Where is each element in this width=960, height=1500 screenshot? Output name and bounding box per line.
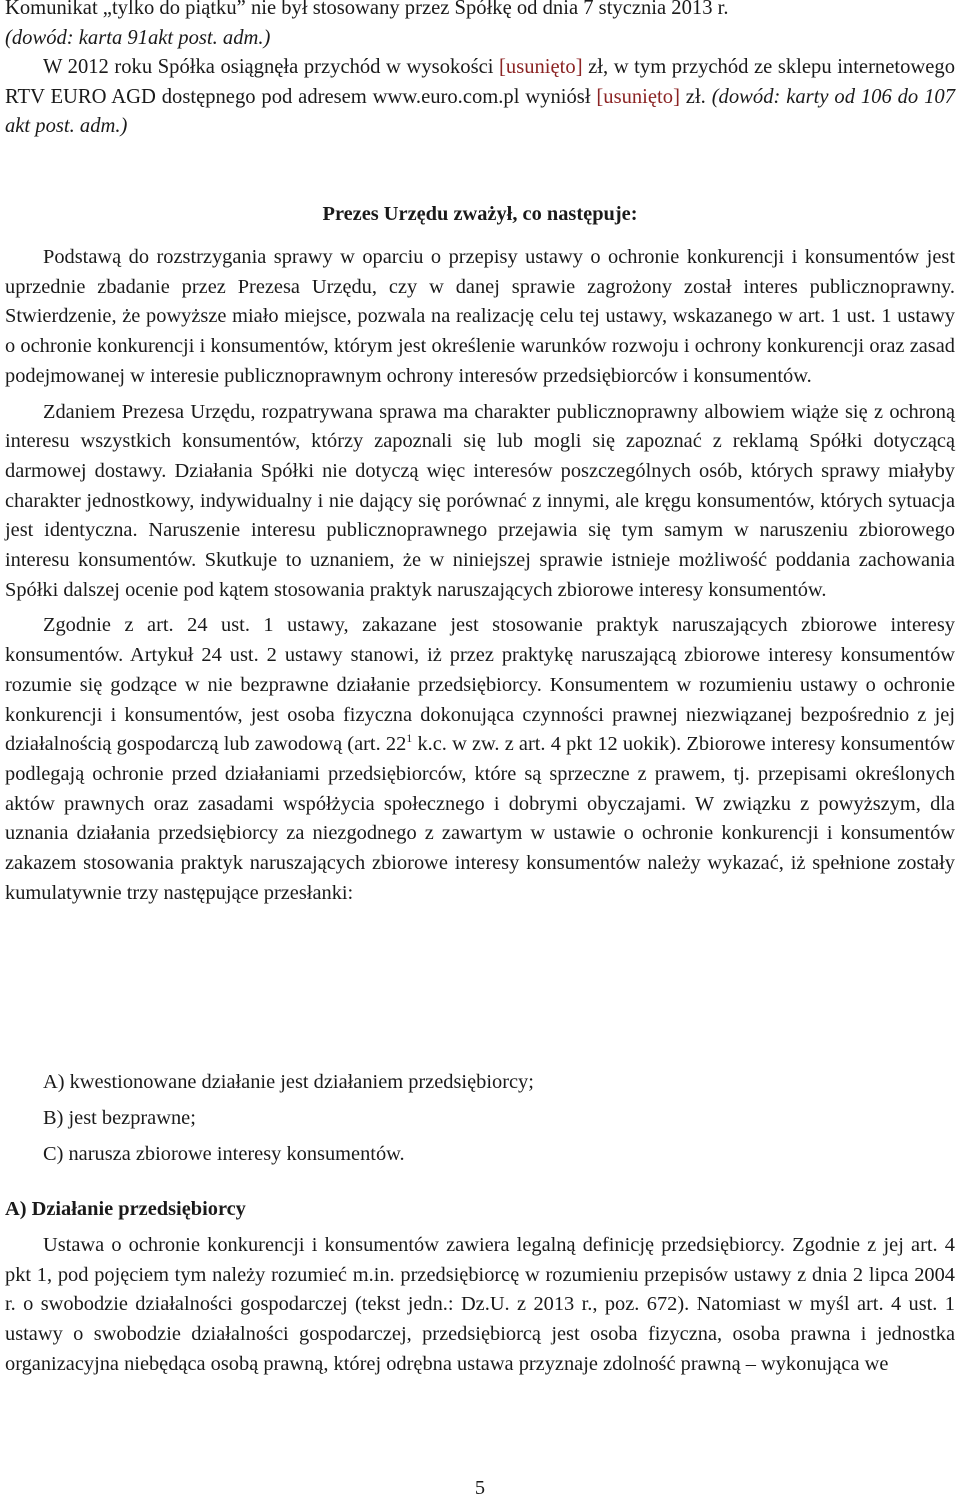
list-item: C) narusza zbiorowe interesy konsumentów. xyxy=(43,1143,405,1165)
paragraph-4: Ustawa o ochronie konkurencji i konsumentów zawiera legalną definicję przedsiębiorcy. Zgodnie z jej art. 4 pkt 1, pod pojęciem tym należy rozumieć m.in. przedsiębiorcę w rozumieniu przepisów ustawy z dnia 2 lipca 2004 r. o swobodzie działalności gospodarczej (tekst jedn.: Dz.U. z 2013 r., poz. 672). Natomiast w myśl art. 4 ust. 1 ustawy o swobodzie działalności gospodarczej, przedsiębiorcą jest osoba fizyczna, osoba prawna i jednostka organizacyjna niebędąca osobą prawną, której odrębna ustawa przyznaje zdolność prawną – wykonująca we xyxy=(5,1234,955,1375)
premises-list xyxy=(5,1068,955,1169)
page-number: 5 xyxy=(474,1477,486,1499)
redacted-amount: [usunięto] xyxy=(499,56,583,78)
paragraph-2: Zdaniem Prezesa Urzędu, rozpatrywana sprawa ma charakter publicznoprawny albowiem wiąże się z ochroną interesu wszystkich konsumentów, którzy zapoznali się lub mogli się zapoznać z reklamą Spółki dotyczącą darmowej dostawy. Działania Spółki nie dotyczą więc interesów poszczególnych osób, których sprawy miałyby charakter jednostkowy, indywidualny i nie dający się porównać z innymi, ale kręgu konsumentów, których sytuacja jest identyczna. Naruszenie interesu publicznoprawnego przejawia się tym samym w naruszeniu zbiorowego interesu konsumentów. Skutkuje to uznaniem, że w niniejszej sprawie istnieje możliwość poddania zachowania Spółki dalszej ocenie pod kątem stosowania praktyk naruszających zbiorowe interesy konsumentów. xyxy=(5,400,955,601)
section-heading: Prezes Urzędu zważył, co następuje: xyxy=(322,203,638,225)
list-item: B) jest bezprawne; xyxy=(43,1107,196,1129)
revenue-paragraph: W 2012 roku Spółka osiągnęła przychód w wysokości [usunięto] zł, w tym przychód ze sklepu internetowego RTV EURO AGD dostępnego pod adresem www.euro.com.pl wyniósł [usunięto] zł. (dowód: karty od 106 do 107 akt post. adm.) xyxy=(5,56,955,137)
evidence-note-1: (dowód: karta 91akt post. adm.) xyxy=(5,26,271,49)
document-page xyxy=(5,0,955,1500)
paragraph-3: Zgodnie z art. 24 ust. 1 ustawy, zakazane jest stosowanie praktyk naruszających zbiorowe interesy konsumentów. Artykuł 24 ust. 2 ustawy stanowi, iż przez praktykę naruszającą zbiorowe interesy konsumentów rozumie się godzące w nie bezprawne działanie przedsiębiorcy. Konsumentem w rozumieniu ustawy o ochronie konkurencji i konsumentów, jest osoba fizyczna dokonująca czynności prawnej niezwiązanej bezpośrednio z jej działalnością gospodarczą lub zawodową (art. $22^1$ k.c. w zw. z art. 4 pkt 12 uokik). Zbiorowe interesy konsumentów podlegają ochronie przed działaniami przedsiębiorców, które są sprzeczne z prawem, tj. przepisami określonych aktów prawnych oraz zasadami współżycia społecznego i dobrymi obyczajami. W związku z powyższym, dla uznania działania przedsiębiorcy za niezgodnego z zawartym w ustawie o ochronie konkurencji i konsumentów zakazem stosowania praktyk naruszających zbiorowe interesy konsumentów należy wykazać, iż spełnione zostały kumulatywnie trzy następujące przesłanki: xyxy=(5,614,955,904)
subsection-heading: A) Działanie przedsiębiorcy xyxy=(5,1198,246,1220)
intro-line-1: Komunikat „tylko do piątku” nie był stosowany przez Spółkę od dnia 7 stycznia 2013 r. xyxy=(5,0,729,19)
redacted-amount: [usunięto] xyxy=(596,85,680,108)
evidence-note-2: (dowód: karty od 106 do 107 akt post. adm.) xyxy=(5,85,955,137)
list-item: A) kwestionowane działanie jest działaniem przedsiębiorcy; xyxy=(43,1071,534,1093)
paragraph-1: Podstawą do rozstrzygania sprawy w oparciu o przepisy ustawy o ochronie konkurencji i konsumentów jest uprzednie zbadanie przez Prezesa Urzędu, czy w danej sprawie zagrożony został interes publicznoprawny. Stwierdzenie, że powyższe miało miejsce, pozwala na realizację celu tej ustawy, wskazanego w art. 1 ust. 1 ustawy o ochronie konkurencji i konsumentów, którym jest określenie warunków rozwoju i ochrony konkurencji oraz zasad podejmowanej w interesie publicznoprawnym ochrony interesów przedsiębiorców i konsumentów. xyxy=(5,246,955,387)
